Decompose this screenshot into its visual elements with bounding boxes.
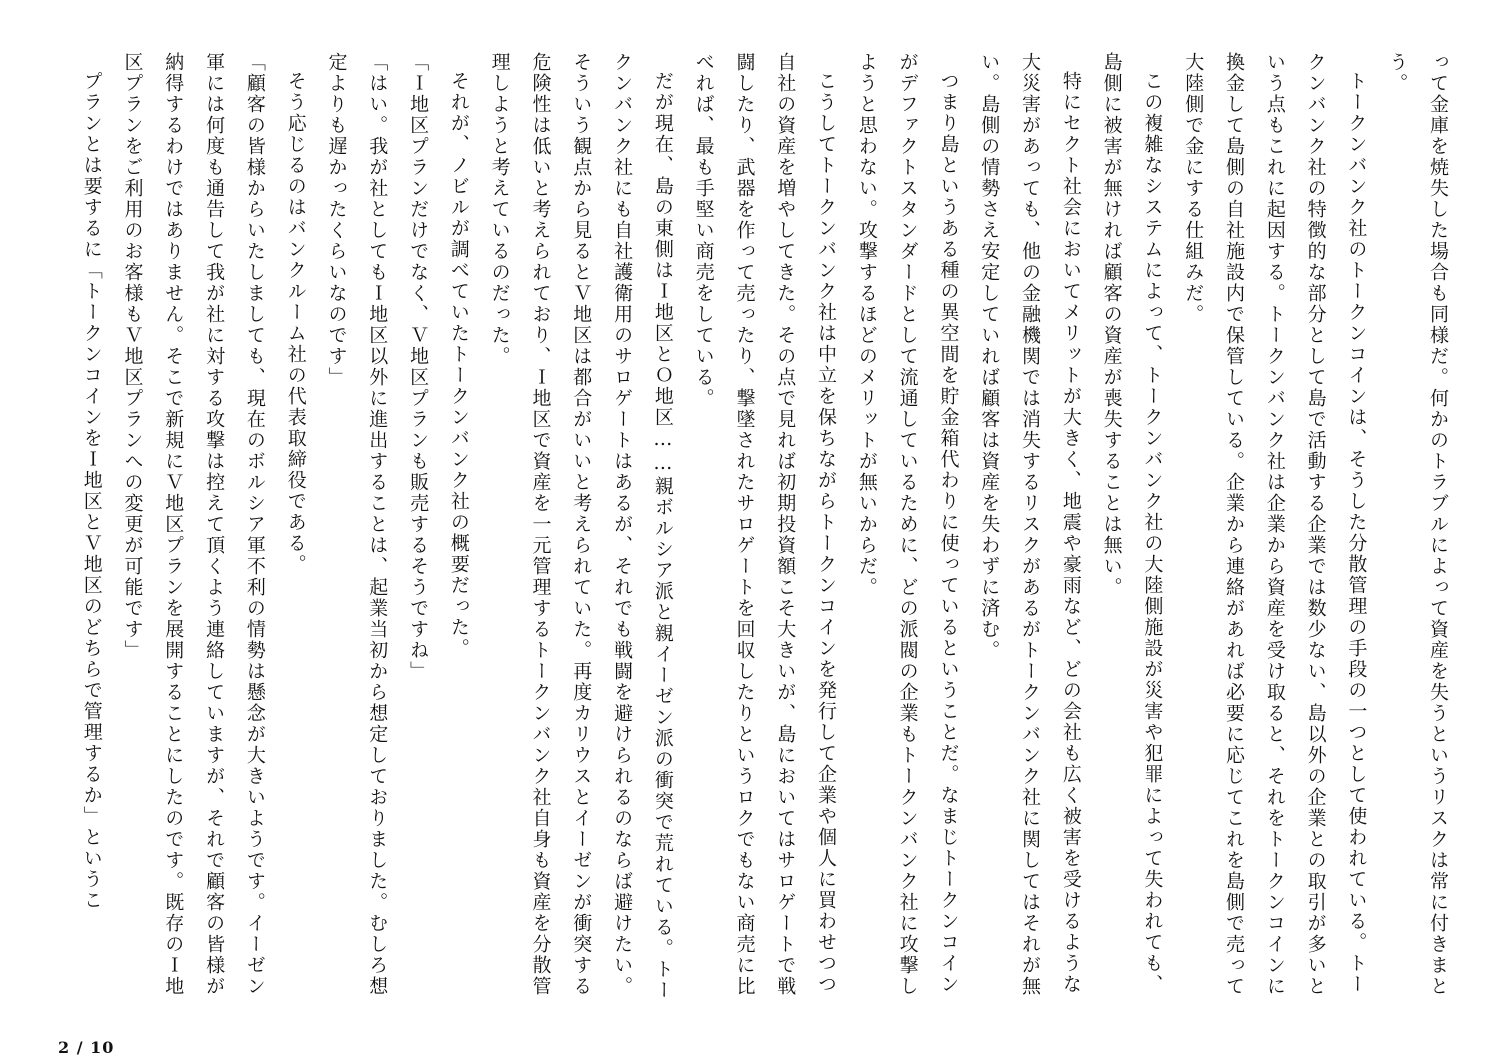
paragraph: そう応じるのはバンクルーム社の代表取締役である。 — [284, 71, 307, 575]
paragraph: プランとは要するに「トークンコインをＩ地区とＶ地区のどちらで管理するか」というこ — [80, 71, 103, 911]
paragraph: トークンバンク社のトークンコインは、そうした分散管理の手段の一つとして使われている。トークンバンク社の特徴的な部分として島で活動する企業では数少ない、島以外の企業との取引が多いという点もこれに起因する。トークンバンク社は企業から資産を受け取ると、それをトークンコインに換金して島側の自社施設内で保管している。企業から連絡があれば必要に応じてこれを島側で売って大陸側で金にする仕組みだ。 — [1182, 52, 1368, 997]
paragraph: この複雑なシステムによって、トークンバンク社の大陸側施設が災害や犯罪によって失われても、島側に被害が無ければ顧客の資産が喪失することは無い。 — [1100, 52, 1164, 995]
paragraph: だが現在、島の東側はＩ地区とＯ地区……親ボルシア派と親イーゼン派の衝突で荒れている。トークンバンク社にも自社護衛用のサロゲートはあるが、それでも戦闘を避けられるのならば避けたい。そういう観点から見るとＶ地区は都合がいいと考えられていた。再度カリウスとイーゼンが衝突する危険性は低いと考えられており、Ｉ地区で資産を一元管理するトークンバンク社自身も資産を分散管理しようと考えているのだった。 — [488, 52, 674, 1001]
paragraph: 「Ｉ地区プランだけでなく、Ｖ地区プランも販売するそうですね」 — [407, 52, 430, 682]
paragraph: こうしてトークンバンク社は中立を保ちながらトークンコインを発行して企業や個人に買わせつつ自社の資産を増やしてきた。その点で見れば初期投資額こそ大きいが、島においてはサロゲートで戦闘したり、武器を作って売ったり、撃墜されたサロゲートを回収したりというロクでもない商売に比べれば、最も手堅い商売をしている。 — [692, 52, 838, 997]
paragraph: 特にセクト社会においてメリットが大きく、地震や豪雨など、どの会社も広く被害を受けるような大災害があっても、他の金融機関では消失するリスクがあるがトークンバンク社に関してはそれが無い。島側の情勢さえ安定していれば顧客は資産を失わずに済む。 — [978, 52, 1082, 997]
vertical-body-text — [58, 52, 1458, 1012]
paragraph: 「はい。我が社としてもＩ地区以外に進出することは、起業当初から想定しておりました。むしろ想定よりも遅かったくらいなのです」 — [325, 52, 389, 997]
page-counter: 2 / 10 — [58, 1038, 115, 1057]
paragraph: って金庫を焼失した場合も同様だ。何かのトラブルによって資産を失うというリスクは常に付きまとう。 — [1386, 52, 1449, 997]
paragraph: それが、ノビルが調べていたトークンバンク社の概要だった。 — [447, 71, 470, 659]
paragraph: 「顧客の皆様からいたしましても、現在のボルシア軍不利の情勢は懸念が大きいようです。イーゼン軍には何度も通告して我が社に対する攻撃は控えて頂くよう連絡していますが、それで顧客の皆様が納得するわけではありません。そこで新規にＶ地区プランを展開することにしたのです。既存のＩ地区プランをご利用のお客様もＶ地区プランへの変更が可能です」 — [121, 52, 266, 997]
paragraph: つまり島というある種の異空間を貯金箱代わりに使っているということだ。なまじトークンコインがデファクトスタンダードとして流通しているために、どの派閥の企業もトークンバンク社に攻撃しようと思わない。攻撃するほどのメリットが無いからだ。 — [855, 52, 960, 997]
